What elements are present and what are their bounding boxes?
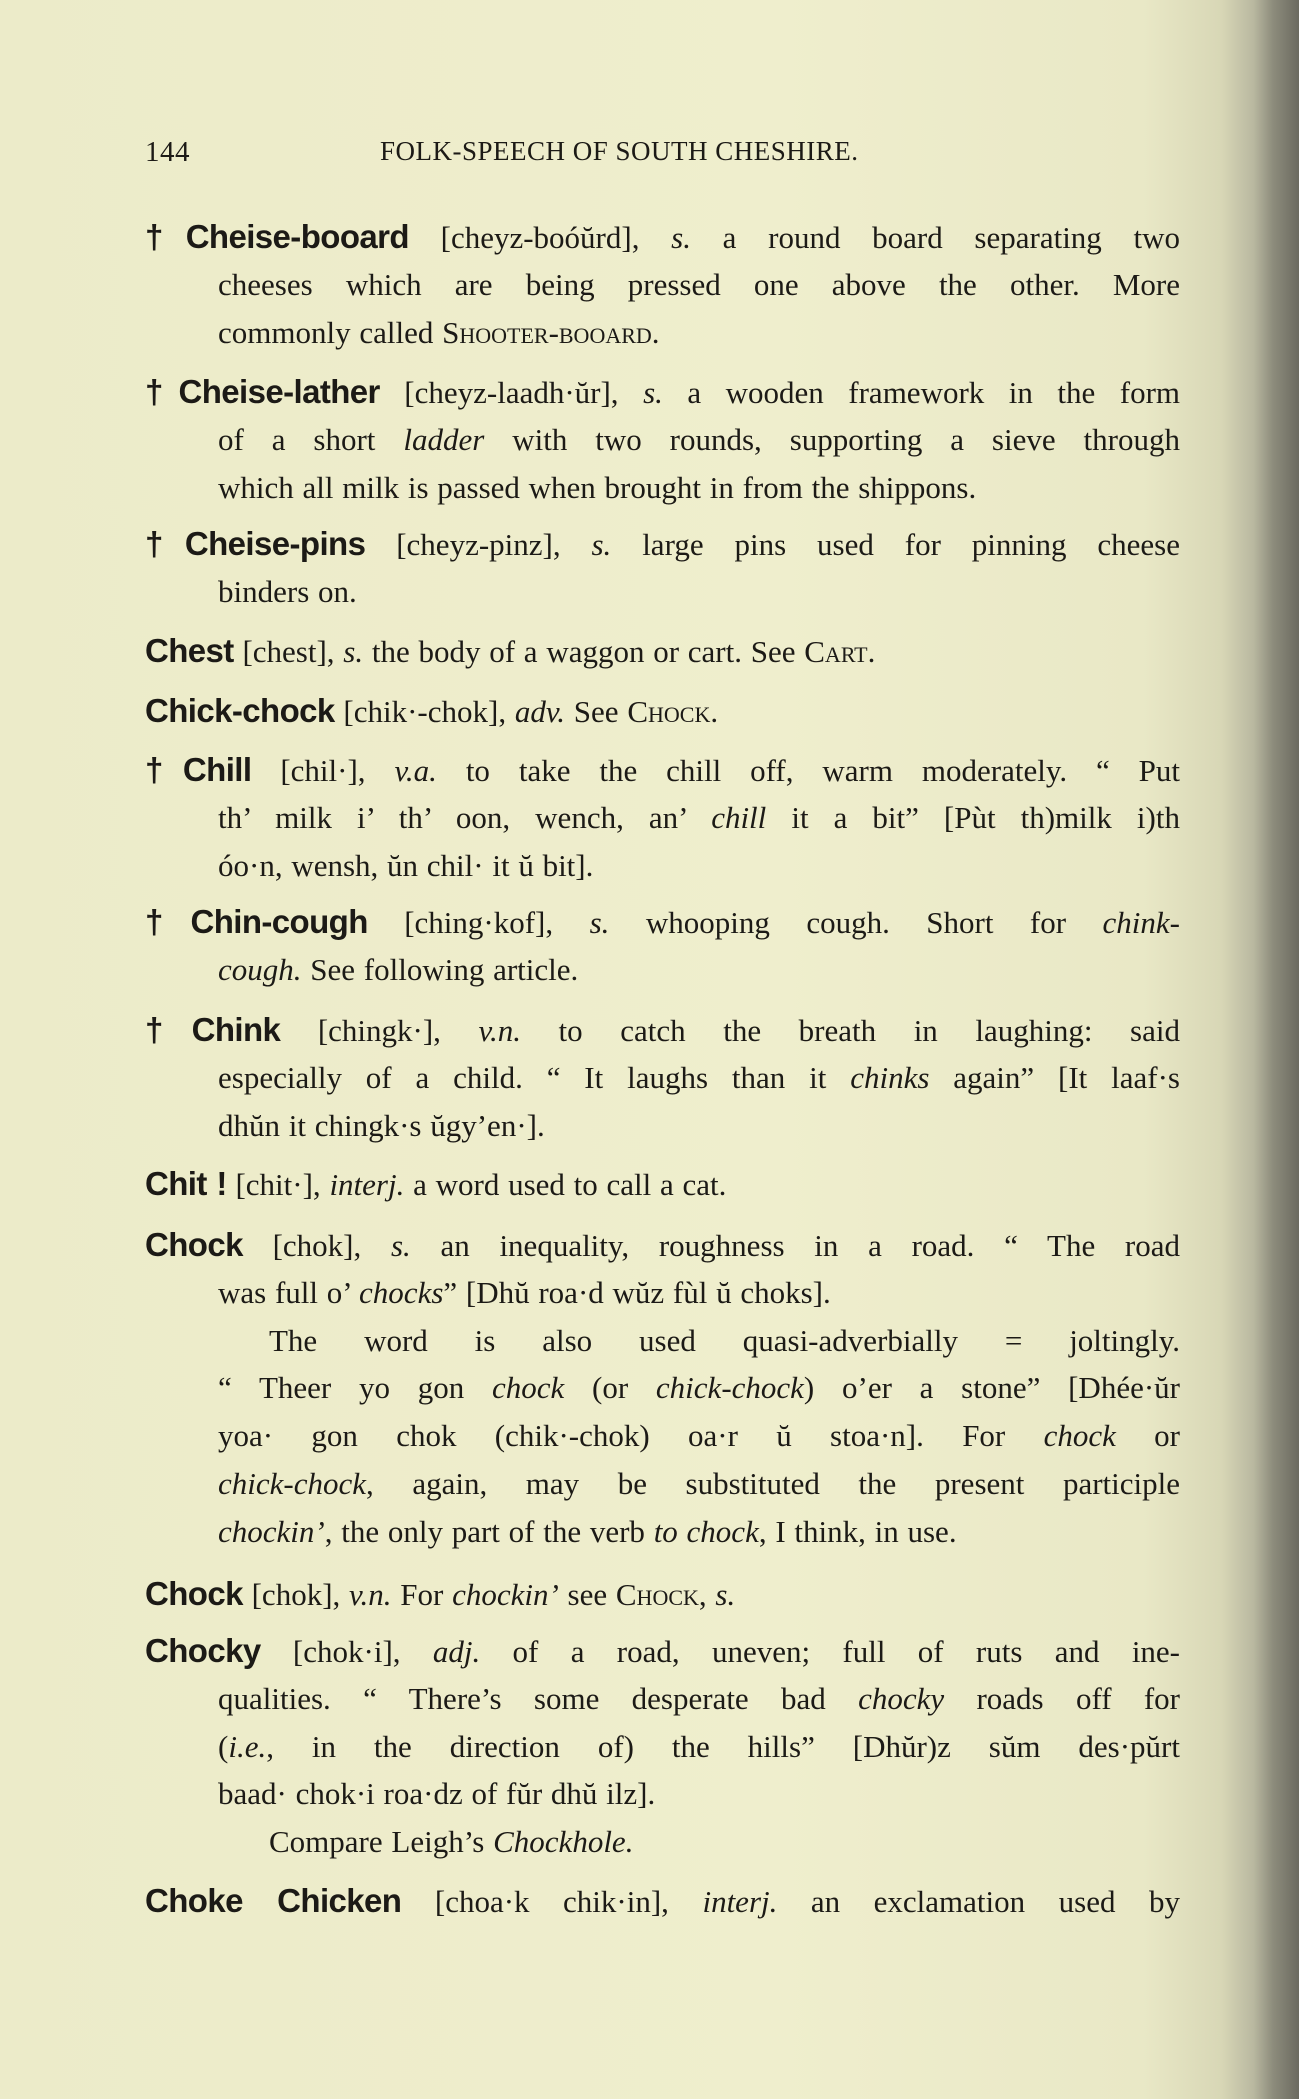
entry-text: a word used to call a cat. <box>404 1167 727 1202</box>
italic-text: chick-chock <box>218 1466 366 1501</box>
italic-text: interj. <box>702 1884 778 1919</box>
entry-text: was full o’ <box>218 1274 360 1310</box>
entry-text: roads off for <box>944 1680 1180 1716</box>
italic-text: chocky <box>858 1680 945 1716</box>
entry-text: to catch the breath in laughing: said <box>520 1013 1180 1048</box>
headword: Chocky <box>145 1632 261 1669</box>
cross-reference: Chock <box>615 1577 699 1612</box>
italic-text: s. <box>591 527 612 562</box>
entry-text: dhŭn it chingk·s ŭgy’en·]. <box>218 1107 545 1143</box>
entry-text: a round board separating two <box>690 220 1180 255</box>
entry-headline <box>145 520 1180 568</box>
entry-text: [ching·kof], <box>367 905 590 940</box>
cross-reference: Chock <box>627 694 711 729</box>
entry-text: [chok], <box>242 1228 391 1263</box>
entry-line <box>218 1770 1180 1818</box>
entry-text: binders on. <box>218 573 357 609</box>
italic-text: interj. <box>329 1167 405 1202</box>
entry-headline <box>145 1627 1180 1675</box>
italic-text: s. <box>643 375 663 410</box>
entry-headline <box>145 368 1180 416</box>
entry-text: to take the chill off, warm moderately. “ Put <box>436 753 1180 788</box>
headword: Choke Chicken <box>145 1882 402 1919</box>
entry-headline <box>145 1570 1180 1618</box>
italic-text: chockin’ <box>218 1513 325 1549</box>
entry-headline <box>145 687 1180 735</box>
italic-text: to chock <box>653 1513 759 1549</box>
entry-text: Compare Leigh’s <box>269 1824 494 1860</box>
entry-text: “ Theer yo gon <box>218 1370 492 1406</box>
entry-text: an inequality, roughness in a road. “ The road <box>410 1228 1181 1263</box>
entry-line <box>218 842 1180 890</box>
italic-text: s. <box>671 220 691 255</box>
entry-line <box>218 946 1180 994</box>
entry-line <box>218 1364 1180 1412</box>
entry-line <box>218 1508 1180 1556</box>
entry-text: óo·n, wensh, ŭn chil· it ŭ bit]. <box>218 847 594 883</box>
entry-text: [cheyz-laadh·ŭr], <box>379 375 644 410</box>
entry-headline <box>145 1877 1180 1925</box>
entry-text: the body of a waggon or cart. See <box>363 634 805 669</box>
italic-text: s. <box>589 905 610 940</box>
headword: †Chin-cough <box>145 903 368 940</box>
entry-text: with two rounds, supporting a sieve through <box>484 421 1180 457</box>
entry-text: , I think, in use. <box>758 1513 957 1549</box>
entry-line <box>269 1317 1180 1365</box>
entry-text: [chit·], <box>226 1167 330 1202</box>
entry-text: yoa· gon chok (chik·-chok) oa·r ŭ stoa·n]. For <box>218 1418 1044 1454</box>
entry-headline <box>145 1160 1180 1208</box>
cross-reference: Cart <box>804 634 868 669</box>
entry-text: of a short <box>218 421 404 457</box>
entry-text: See following article. <box>301 951 579 987</box>
italic-text: v.n. <box>349 1577 392 1612</box>
entry-text: [chik·-chok], <box>334 694 515 729</box>
entry-line <box>218 1723 1180 1771</box>
entry-line <box>218 1675 1180 1723</box>
italic-text: chockin’ <box>452 1577 559 1612</box>
italic-text: adj. <box>432 1634 481 1669</box>
italic-text: v.a. <box>394 753 437 788</box>
entry-text: [choa·k chik·in], <box>401 1884 703 1919</box>
entry-text: th’ milk i’ th’ oon, wench, an’ <box>218 799 712 835</box>
entry-line <box>218 416 1180 464</box>
running-title: FOLK-SPEECH OF SOUTH CHESHIRE. <box>380 136 859 166</box>
entry-text: see <box>558 1577 616 1612</box>
italic-text: v.n. <box>478 1013 521 1048</box>
italic-text: cough. <box>218 951 302 987</box>
entry-text: whooping cough. Short for <box>609 905 1103 940</box>
entry-text: , again, may be substituted the present participle <box>366 1466 1180 1501</box>
italic-text: s. <box>343 634 364 669</box>
cross-reference: Shooter-booard <box>442 314 652 350</box>
headword: †Chill <box>145 751 252 788</box>
entry-text: again” [It laaf·s <box>929 1059 1180 1095</box>
entry-text: it a bit” [Pùt th)milk i)th <box>766 799 1180 835</box>
entry-text: . <box>867 634 876 669</box>
entry-text: large pins used for pinning cheese <box>611 527 1180 562</box>
headword: †Chink <box>145 1011 281 1048</box>
entry-text: . <box>710 694 719 729</box>
italic-text: Chockhole. <box>493 1824 634 1860</box>
entry-text: The word is also used quasi-adverbially = joltingly. <box>269 1322 1180 1358</box>
entry-text: which all milk is passed when brought in from the shippons. <box>218 469 977 505</box>
entry-text: For <box>391 1577 453 1612</box>
entry-text: or <box>1115 1418 1180 1454</box>
entry-text: (or <box>564 1370 656 1406</box>
entry-text: commonly called <box>218 314 443 350</box>
entry-text: baad· chok·i roa·dz of fŭr dhŭ ilz]. <box>218 1776 656 1812</box>
entry-text: ( <box>218 1728 229 1764</box>
entry-text: [chingk·], <box>280 1013 479 1048</box>
italic-text: adv. <box>514 694 566 729</box>
entry-headline <box>145 898 1180 946</box>
italic-text: chill <box>711 799 767 835</box>
headword: †Cheise-lather <box>145 373 380 410</box>
entry-headline <box>145 1006 1180 1054</box>
entry-text: ” [Dhŭ roa·d wŭz fùl ŭ choks]. <box>443 1274 831 1310</box>
entry-text: , <box>698 1577 716 1612</box>
entry-line <box>218 1054 1180 1102</box>
entry-line <box>218 1460 1180 1508</box>
entry-line <box>218 1412 1180 1460</box>
italic-text: ladder <box>403 421 485 457</box>
entry-line <box>269 1818 1180 1866</box>
italic-text: chock <box>1043 1418 1116 1454</box>
italic-text: chick-chock <box>655 1370 804 1406</box>
headword: Chick-chock <box>145 692 335 729</box>
headword: Chit ! <box>145 1165 227 1202</box>
headword: †Cheise-pins <box>145 525 366 562</box>
entry-text: [chok], <box>242 1577 350 1612</box>
entry-text: ) o’er a stone” [Dhée·ŭr <box>803 1370 1180 1406</box>
entry-text: , the only part of the verb <box>324 1513 654 1549</box>
entry-text: an exclamation used by <box>777 1884 1180 1919</box>
entry-headline <box>145 213 1180 261</box>
entry-headline <box>145 746 1180 794</box>
entry-text: of a road, uneven; full of ruts and ine- <box>480 1634 1181 1669</box>
italic-text: chink- <box>1102 905 1180 940</box>
entry-headline <box>145 1221 1180 1269</box>
italic-text: chinks <box>850 1059 930 1095</box>
entry-text: [cheyz-pinz], <box>365 527 592 562</box>
italic-text: chocks <box>359 1274 444 1310</box>
entry-line <box>218 1269 1180 1317</box>
entry-line <box>218 464 1180 512</box>
entry-line <box>218 261 1180 309</box>
entry-text: See <box>565 694 628 729</box>
headword: Chock <box>145 1226 243 1263</box>
entry-text: cheeses which are being pressed one above the other. More <box>218 266 1180 302</box>
page-number: 144 <box>145 136 190 168</box>
entry-text: , in the direction of) the hills” [Dhŭr)z sŭm des·pŭrt <box>266 1728 1180 1764</box>
italic-text: s. <box>390 1228 411 1263</box>
entry-text: [cheyz-boóŭrd], <box>408 220 672 255</box>
entry-text: [chok·i], <box>260 1634 433 1669</box>
entry-text: . <box>651 314 660 350</box>
entry-text: qualities. “ There’s some desperate bad <box>218 1680 859 1716</box>
italic-text: chock <box>491 1370 565 1406</box>
entry-text: especially of a child. “ It laughs than it <box>218 1059 851 1095</box>
headword: †Cheise-booard <box>145 218 409 255</box>
entry-text: a wooden framework in the form <box>662 375 1181 410</box>
entry-headline <box>145 627 1180 675</box>
entry-line <box>218 568 1180 616</box>
entry-line <box>218 794 1180 842</box>
headword: Chest <box>145 632 234 669</box>
entry-text: [chil·], <box>251 753 395 788</box>
entry-text: [chest], <box>233 634 344 669</box>
entry-line <box>218 1102 1180 1150</box>
headword: Chock <box>145 1575 243 1612</box>
italic-text: s. <box>715 1577 736 1612</box>
italic-text: i.e. <box>228 1728 267 1764</box>
entry-line <box>218 309 1180 357</box>
